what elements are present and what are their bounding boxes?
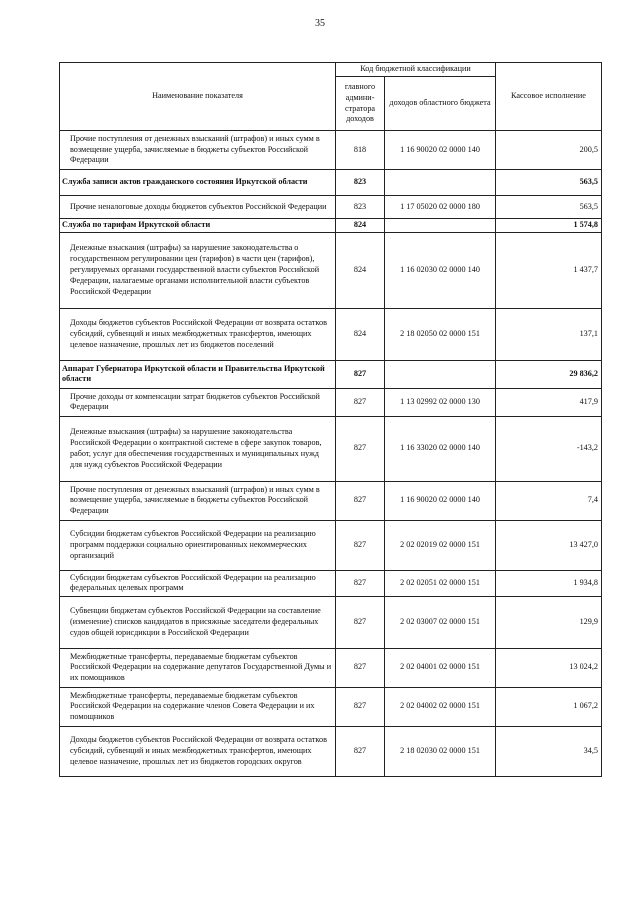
- row-revenue-code: 2 02 04002 02 0000 151: [385, 687, 496, 726]
- row-revenue-code: [385, 170, 496, 196]
- section-row: [60, 360, 602, 388]
- section-row: [60, 170, 602, 196]
- row-name: Субсидии бюджетам субъектов Российской Федерации на реализацию программ поддержки социально ориентированных некоммерческих организаций: [60, 520, 336, 570]
- row-amount: 417,9: [496, 388, 602, 416]
- row-name: Субсидии бюджетам субъектов Российской Федерации на реализацию федеральных целевых программ: [60, 570, 336, 596]
- row-admin-code: 827: [336, 520, 385, 570]
- table-row: [60, 416, 602, 481]
- row-name: Доходы бюджетов субъектов Российской Федерации от возврата остатков субсидий, субвенций и иных межбюджетных трансфертов, имеющих целевое назначение, прошлых лет из бюджетов поселений: [60, 308, 336, 360]
- row-amount: 13 427,0: [496, 520, 602, 570]
- row-name: Служба по тарифам Иркутской области: [60, 219, 336, 233]
- row-name: Субвенции бюджетам субъектов Российской Федерации на составление (изменение) списков кандидатов в присяжные заседатели федеральных судов общей юрисдикции в Российской Федерации: [60, 596, 336, 648]
- row-name: Прочие неналоговые доходы бюджетов субъектов Российской Федерации: [60, 196, 336, 219]
- row-amount: 200,5: [496, 131, 602, 170]
- row-admin-code: 827: [336, 687, 385, 726]
- row-revenue-code: [385, 219, 496, 233]
- row-admin-code: 827: [336, 481, 385, 520]
- row-revenue-code: 1 16 90020 02 0000 140: [385, 131, 496, 170]
- row-admin-code: 827: [336, 570, 385, 596]
- table-row: [60, 232, 602, 308]
- row-name: Денежные взыскания (штрафы) за нарушение законодательства Российской Федерации о контрактной системе в сфере закупок товаров, работ, услуг для обеспечения государственных и муниципальных нужд для нужд субъектов Российской Федерации: [60, 416, 336, 481]
- header-budget-code: Код бюджетной классификации: [336, 63, 496, 77]
- row-amount: 1 574,8: [496, 219, 602, 233]
- table-row: [60, 308, 602, 360]
- table-row: [60, 648, 602, 687]
- table-row: [60, 196, 602, 219]
- header-name: Наименование показателя: [60, 63, 336, 131]
- row-revenue-code: 2 02 02051 02 0000 151: [385, 570, 496, 596]
- page-number: 35: [315, 18, 325, 29]
- row-name: Межбюджетные трансферты, передаваемые бюджетам субъектов Российской Федерации на содержание депутатов Государственной Думы и их помощников: [60, 648, 336, 687]
- row-revenue-code: 1 16 33020 02 0000 140: [385, 416, 496, 481]
- revenue-table: [59, 62, 602, 777]
- row-amount: 29 836,2: [496, 360, 602, 388]
- row-name: Доходы бюджетов субъектов Российской Федерации от возврата остатков субсидий, субвенций и иных межбюджетных трансфертов, имеющих целевое назначение, прошлых лет из бюджетов городских округов: [60, 726, 336, 776]
- row-admin-code: 827: [336, 648, 385, 687]
- row-revenue-code: 1 17 05020 02 0000 180: [385, 196, 496, 219]
- row-amount: 7,4: [496, 481, 602, 520]
- table-header: [60, 63, 602, 131]
- row-name: Прочие доходы от компенсации затрат бюджетов субъектов Российской Федерации: [60, 388, 336, 416]
- table-body: [60, 131, 602, 777]
- row-admin-code: 823: [336, 196, 385, 219]
- table-row: [60, 481, 602, 520]
- row-amount: 1 067,2: [496, 687, 602, 726]
- row-amount: 563,5: [496, 170, 602, 196]
- row-revenue-code: 2 18 02050 02 0000 151: [385, 308, 496, 360]
- row-revenue-code: 1 13 02992 02 0000 130: [385, 388, 496, 416]
- row-amount: 129,9: [496, 596, 602, 648]
- row-revenue-code: 2 02 02019 02 0000 151: [385, 520, 496, 570]
- header-revenue-code: доходов областного бюджета: [385, 77, 496, 131]
- table-row: [60, 687, 602, 726]
- row-revenue-code: [385, 360, 496, 388]
- row-amount: 34,5: [496, 726, 602, 776]
- table-row: [60, 570, 602, 596]
- row-name: Аппарат Губернатора Иркутской области и Правительства Иркутской области: [60, 360, 336, 388]
- row-name: Денежные взыскания (штрафы) за нарушение законодательства о государственном регулировании цен (тарифов) в части цен (тарифов), регулируемых органами государственной власти субъектов Российской Федерации, налагаемые органами исполнительной власти субъектов Российской Федерации: [60, 232, 336, 308]
- row-amount: -143,2: [496, 416, 602, 481]
- row-name: Межбюджетные трансферты, передаваемые бюджетам субъектов Российской Федерации на содержание членов Совета Федерации и их помощников: [60, 687, 336, 726]
- row-admin-code: 818: [336, 131, 385, 170]
- header-cash: Кассовое исполнение: [496, 63, 602, 131]
- header-admin-code: главного админи-стратора доходов: [336, 77, 385, 131]
- row-admin-code: 827: [336, 596, 385, 648]
- table-row: [60, 596, 602, 648]
- row-name: Служба записи актов гражданского состояния Иркутской области: [60, 170, 336, 196]
- table-row: [60, 726, 602, 776]
- row-admin-code: 823: [336, 170, 385, 196]
- row-admin-code: 824: [336, 219, 385, 233]
- section-row: [60, 219, 602, 233]
- row-revenue-code: 2 02 04001 02 0000 151: [385, 648, 496, 687]
- row-amount: 1 934,8: [496, 570, 602, 596]
- row-admin-code: 827: [336, 726, 385, 776]
- row-revenue-code: 1 16 90020 02 0000 140: [385, 481, 496, 520]
- row-amount: 563,5: [496, 196, 602, 219]
- row-amount: 13 024,2: [496, 648, 602, 687]
- row-admin-code: 827: [336, 360, 385, 388]
- row-name: Прочие поступления от денежных взысканий (штрафов) и иных сумм в возмещение ущерба, зачисляемые в бюджеты субъектов Российской Федерации: [60, 131, 336, 170]
- table-row: [60, 131, 602, 170]
- row-admin-code: 824: [336, 308, 385, 360]
- row-admin-code: 824: [336, 232, 385, 308]
- row-amount: 137,1: [496, 308, 602, 360]
- row-name: Прочие поступления от денежных взысканий (штрафов) и иных сумм в возмещение ущерба, зачисляемые в бюджеты субъектов Российской Федерации: [60, 481, 336, 520]
- table-row: [60, 520, 602, 570]
- row-admin-code: 827: [336, 416, 385, 481]
- row-revenue-code: 1 16 02030 02 0000 140: [385, 232, 496, 308]
- row-revenue-code: 2 18 02030 02 0000 151: [385, 726, 496, 776]
- row-revenue-code: 2 02 03007 02 0000 151: [385, 596, 496, 648]
- row-amount: 1 437,7: [496, 232, 602, 308]
- table-row: [60, 388, 602, 416]
- row-admin-code: 827: [336, 388, 385, 416]
